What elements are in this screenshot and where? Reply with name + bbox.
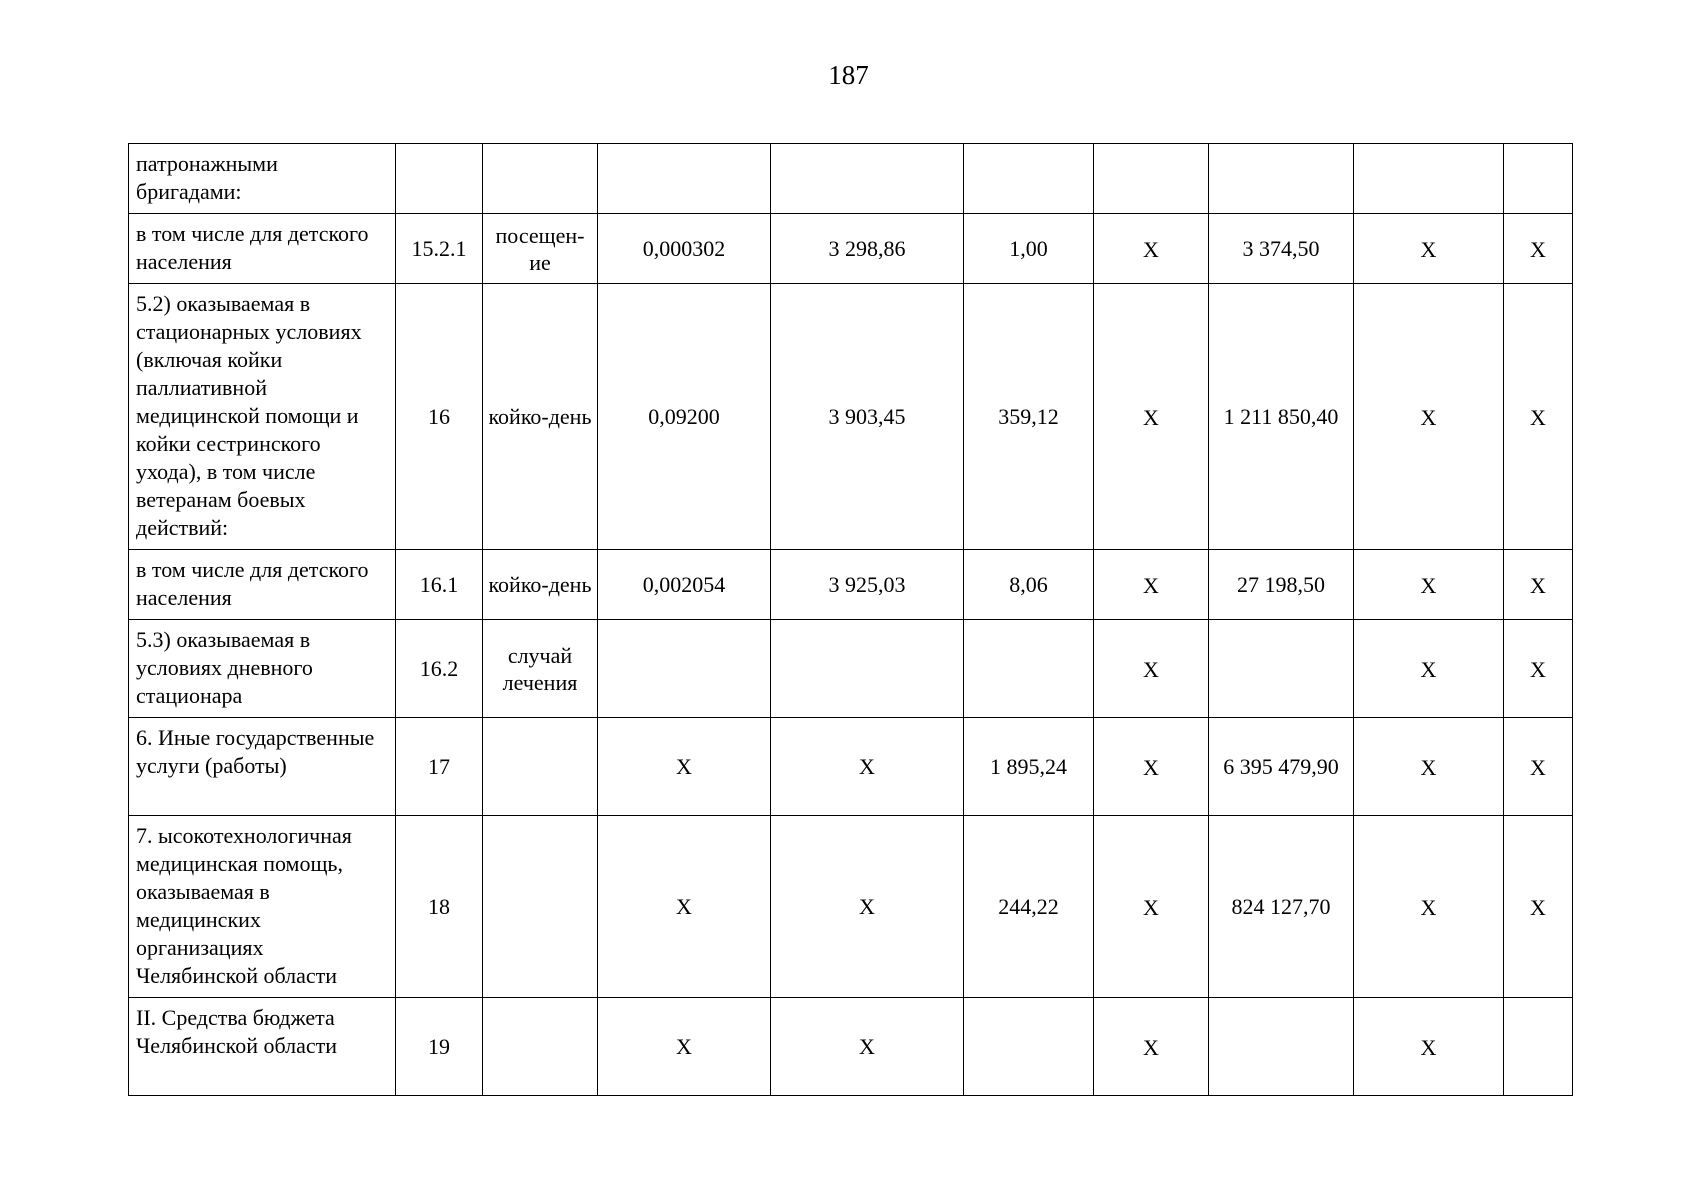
row-name-cell: 7. ысокотехнологичная медицинская помощь, оказываемая в медицинских организациях Челябинской области — [129, 816, 396, 998]
table-row — [129, 816, 1573, 998]
value-cell: 3 374,50 — [1209, 214, 1354, 284]
value-cell — [1209, 998, 1354, 1096]
row-unit-cell: койко-день — [483, 284, 598, 550]
value-cell — [598, 144, 771, 214]
row-unit-cell — [483, 998, 598, 1096]
value-cell — [598, 620, 771, 718]
row-name-cell: II. Средства бюджета Челябинской области — [129, 998, 396, 1096]
value-cell: Х — [1094, 718, 1209, 816]
value-cell: Х — [1354, 620, 1504, 718]
row-unit-cell: койко-день — [483, 550, 598, 620]
value-cell: Х — [598, 718, 771, 816]
value-cell — [964, 998, 1094, 1096]
value-cell — [1209, 144, 1354, 214]
value-cell — [964, 620, 1094, 718]
value-cell: Х — [1094, 998, 1209, 1096]
value-cell — [1504, 998, 1573, 1096]
value-cell: 6 395 479,90 — [1209, 718, 1354, 816]
row-code-cell: 19 — [396, 998, 483, 1096]
value-cell: Х — [1504, 620, 1573, 718]
row-name-cell: 5.3) оказываемая в условиях дневного стационара — [129, 620, 396, 718]
value-cell: 27 198,50 — [1209, 550, 1354, 620]
table-row — [129, 144, 1573, 214]
row-name-cell: 6. Иные государственные услуги (работы) — [129, 718, 396, 816]
value-cell: 359,12 — [964, 284, 1094, 550]
row-name-cell: в том числе для детского населения — [129, 550, 396, 620]
value-cell — [1209, 620, 1354, 718]
row-name-cell: в том числе для детского населения — [129, 214, 396, 284]
value-cell: Х — [1354, 718, 1504, 816]
value-cell: Х — [1094, 620, 1209, 718]
value-cell: Х — [1354, 998, 1504, 1096]
value-cell: Х — [1504, 550, 1573, 620]
value-cell — [1504, 144, 1573, 214]
row-name-cell: 5.2) оказываемая в стационарных условиях (включая койки паллиативной медицинской помощи и койки сестринского ухода), в том числе ветеранам боевых действий: — [129, 284, 396, 550]
table-row — [129, 550, 1573, 620]
table-row — [129, 620, 1573, 718]
value-cell: 0,09200 — [598, 284, 771, 550]
table-row — [129, 214, 1573, 284]
value-cell: Х — [1094, 284, 1209, 550]
value-cell — [771, 620, 964, 718]
row-name-cell: патронажными бригадами: — [129, 144, 396, 214]
row-unit-cell — [483, 816, 598, 998]
row-unit-cell: посещен-ие — [483, 214, 598, 284]
value-cell: Х — [1504, 718, 1573, 816]
value-cell: Х — [1094, 816, 1209, 998]
value-cell: Х — [1354, 816, 1504, 998]
value-cell: 3 925,03 — [771, 550, 964, 620]
row-code-cell: 15.2.1 — [396, 214, 483, 284]
row-unit-cell: случай лечения — [483, 620, 598, 718]
value-cell — [964, 144, 1094, 214]
value-cell: Х — [771, 998, 964, 1096]
value-cell: 3 298,86 — [771, 214, 964, 284]
value-cell: 1 211 850,40 — [1209, 284, 1354, 550]
value-cell: Х — [1354, 214, 1504, 284]
value-cell: 8,06 — [964, 550, 1094, 620]
row-code-cell: 18 — [396, 816, 483, 998]
value-cell: Х — [1354, 550, 1504, 620]
table-row — [129, 284, 1573, 550]
value-cell: 0,002054 — [598, 550, 771, 620]
row-code-cell: 17 — [396, 718, 483, 816]
value-cell: 3 903,45 — [771, 284, 964, 550]
value-cell: Х — [1354, 284, 1504, 550]
value-cell: Х — [598, 998, 771, 1096]
value-cell — [771, 144, 964, 214]
value-cell: 244,22 — [964, 816, 1094, 998]
value-cell — [1354, 144, 1504, 214]
row-unit-cell — [483, 144, 598, 214]
row-unit-cell — [483, 718, 598, 816]
row-code-cell: 16 — [396, 284, 483, 550]
row-code-cell: 16.2 — [396, 620, 483, 718]
value-cell: Х — [1094, 550, 1209, 620]
value-cell: 1 895,24 — [964, 718, 1094, 816]
value-cell: 0,000302 — [598, 214, 771, 284]
value-cell: Х — [1504, 816, 1573, 998]
value-cell: Х — [771, 718, 964, 816]
value-cell: Х — [1504, 214, 1573, 284]
value-cell — [1094, 144, 1209, 214]
page-number: 187 — [828, 60, 869, 90]
row-code-cell — [396, 144, 483, 214]
data-table — [128, 143, 1573, 1096]
value-cell: Х — [1504, 284, 1573, 550]
value-cell: Х — [771, 816, 964, 998]
table-row — [129, 718, 1573, 816]
value-cell: 1,00 — [964, 214, 1094, 284]
row-code-cell: 16.1 — [396, 550, 483, 620]
value-cell: Х — [598, 816, 771, 998]
value-cell: Х — [1094, 214, 1209, 284]
table-row — [129, 998, 1573, 1096]
value-cell: 824 127,70 — [1209, 816, 1354, 998]
